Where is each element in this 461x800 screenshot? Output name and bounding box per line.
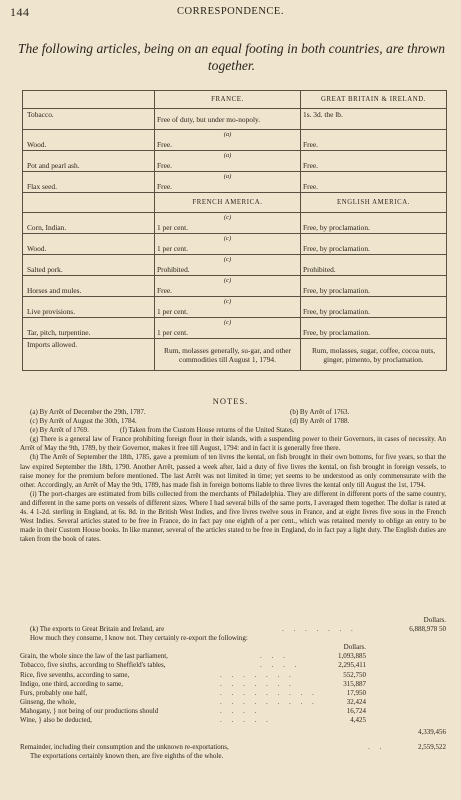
exports-block	[20, 616, 446, 761]
table-row	[23, 339, 447, 371]
french-cell	[155, 318, 301, 339]
english-cell: Rum, molasses, sugar, coffee, cocoa nuts, ginger, pimento, by proclamation.	[301, 339, 447, 371]
french-value: 1 per cent.	[157, 328, 188, 337]
reexport-amount: 17,950	[346, 688, 366, 697]
english-cell: Free, by proclamation.	[301, 234, 447, 255]
table-row	[23, 151, 447, 172]
page-number: 144	[10, 5, 30, 19]
table-row	[23, 276, 447, 297]
reexport-intro-row	[20, 634, 446, 643]
dot-leader: . . . . . . .	[282, 625, 357, 634]
reexport-row	[20, 698, 446, 707]
notes-block	[20, 408, 446, 544]
section-title: The following articles, being on an equal footing in both countries, are thrown together.	[17, 41, 446, 73]
note-g: (g) There is a general law of France prohibiting foreign flour in their islands, with a suspending power to their Governors, in cases of necessity. An Arrêt of May the 9th, 1789, by their Governor, makes it free till August, 1794: and in fact it is generally free there.	[20, 435, 446, 453]
table-row	[23, 234, 447, 255]
note-d: (d) By Arrêt of 1788.	[290, 417, 350, 426]
french-value: Free.	[157, 286, 172, 295]
reexport-row	[20, 707, 446, 716]
note-ref: (a)	[223, 131, 232, 138]
reexport-item: Rice, five sevenths, according to same,	[20, 670, 130, 679]
reexport-item: Wine, } also be deducted,	[20, 716, 92, 725]
note-i: (i) The port-charges are estimated from bills collected from the merchants of Philadelphia. They are different in different ports of the same country, and different in the same ports on vessels of different sizes. Where I had several bills of the same ports, I averaged them together. The dollar is rated at 4s. 4 1-2d. sterling in England, at 6s. 8d. in the British West Indies, and five livres twelve sous in France, and at eight livres five sous in the French West Indies. Several articles stated to be free in France, do in fact pay one eighth of a per cent., which was retained merely to oblige an entry to be made in their Custom House books. In like manner, several of the articles stated to be free in England, do in fact pay a light duty. The English duties are taken from the book of rates.	[20, 489, 446, 544]
reexport-amount: 32,424	[346, 697, 366, 706]
article-cell: Flax seed.	[23, 172, 155, 193]
article-cell: Corn, Indian.	[23, 213, 155, 234]
table-row	[23, 255, 447, 276]
french-cell	[155, 213, 301, 234]
english-cell: Prohibited.	[301, 255, 447, 276]
k-total: 6,888,978 50	[409, 625, 446, 634]
english-cell: Free, by proclamation.	[301, 213, 447, 234]
article-cell: Wood.	[23, 130, 155, 151]
reexport-heading-row	[20, 643, 446, 652]
note-ref: (c)	[223, 319, 232, 326]
article-cell: Tar, pitch, turpentine.	[23, 318, 155, 339]
note-line	[20, 417, 446, 426]
gb-cell: Free.	[301, 130, 447, 151]
k-row	[20, 625, 446, 634]
reexport-row	[20, 671, 446, 680]
dot-leader: . . . . . . .	[220, 679, 295, 688]
table-row	[23, 109, 447, 130]
french-cell	[155, 297, 301, 318]
france-cell: Free of duty, but under mo-nopoly.	[155, 109, 301, 130]
article-cell: Tobacco.	[23, 109, 155, 130]
french-value: Prohibited.	[157, 265, 190, 274]
gb-cell: Free.	[301, 172, 447, 193]
reexport-amount: 2,295,411	[338, 661, 366, 670]
article-cell: Live provisions.	[23, 297, 155, 318]
french-cell: Rum, molasses generally, su-gar, and other commodities till August 1, 1794.	[155, 339, 301, 371]
reexport-amount: 1,093,885	[338, 652, 366, 661]
running-head	[10, 5, 451, 19]
reexport-item: Grain, the whole since the law of the last parliament,	[20, 652, 168, 661]
france-value: Free.	[157, 182, 172, 191]
gb-cell: Free.	[301, 151, 447, 172]
closing-row	[20, 752, 446, 761]
reexport-heading: Dollars.	[343, 643, 366, 652]
france-cell	[155, 172, 301, 193]
col-french-america: FRENCH AMERICA.	[155, 193, 301, 213]
note-b: (b) By Arrêt of 1763.	[290, 408, 350, 416]
article-cell: Horses and mules.	[23, 276, 155, 297]
english-cell: Free, by proclamation.	[301, 276, 447, 297]
running-title: CORRESPONDENCE.	[177, 6, 284, 17]
article-cell: Salted pork.	[23, 255, 155, 276]
reexport-row	[20, 661, 446, 670]
french-cell	[155, 234, 301, 255]
note-ref: (c)	[223, 214, 232, 221]
reexport-item: Tobacco, five sixths, according to Sheffield's tables,	[20, 661, 166, 670]
note-ref: (c)	[223, 235, 232, 242]
reexport-total: 4,339,456	[418, 728, 446, 737]
col-france: FRANCE.	[155, 91, 301, 109]
table-row	[23, 130, 447, 151]
note-f: (f) Taken from the Custom House returns of the United States.	[120, 426, 295, 435]
france-cell	[155, 130, 301, 151]
reexport-amount: 16,724	[346, 706, 366, 715]
reexport-item: Mahogany, } not being of our productions should	[20, 706, 159, 715]
reexport-row	[20, 689, 446, 698]
french-value: 1 per cent.	[157, 223, 188, 232]
reexport-amount: 315,887	[343, 679, 366, 688]
table-header-blank	[23, 91, 155, 109]
france-cell	[155, 151, 301, 172]
note-h: (h) The Arrêt of September the 18th, 1785, gave a premium of ten livres the kental, on fish brought in their own bottoms, for five years, so that the law expired September the 18th, 1790. Another Arrêt, passed a week after, laid a duty of five livres the kental, on fish brought in foreign vessels, to raise money for the premium before mentioned. The last Arrêt was not limited in time; yet seems to be understood as only commensurate with the other. Accordingly, an Arrêt of May the 9th, 1789, has made fish in foreign bottoms liable to three livres the kental only till August the 1st, 1794.	[20, 453, 446, 489]
reexport-item: Ginseng, the whole,	[20, 697, 76, 706]
remainder-text: Remainder, including their consumption and the unknown re-exportations,	[20, 743, 229, 752]
article-cell: Wood.	[23, 234, 155, 255]
dollars-heading-row	[20, 616, 446, 625]
english-cell: Free, by proclamation.	[301, 318, 447, 339]
dot-leader: . . . .	[260, 661, 301, 670]
reexport-item: Furs, probably one half,	[20, 688, 88, 697]
table-header-blank	[23, 193, 155, 213]
gb-cell: 1s. 3d. the lb.	[301, 109, 447, 130]
article-cell: Pot and pearl ash.	[23, 151, 155, 172]
note-e: (e) By Arrêt of 1769.	[30, 426, 89, 435]
note-line	[20, 408, 446, 417]
closing-line: The exportations certainly known then, are five eighths of the whole.	[30, 752, 224, 761]
reexport-row	[20, 652, 446, 661]
dot-leader: . . . . . . .	[220, 670, 295, 679]
note-a: (a) By Arrêt of December the 29th, 1787.	[30, 408, 146, 416]
reexport-list	[20, 652, 446, 725]
note-c: (c) By Arrêt of August the 30th, 1784.	[30, 417, 137, 426]
col-english-america: ENGLISH AMERICA.	[301, 193, 447, 213]
dot-leader: . . .	[260, 652, 289, 661]
reexport-row	[20, 680, 446, 689]
reexport-amount: 552,750	[343, 670, 366, 679]
note-line	[20, 426, 446, 435]
note-k: (k) The exports to Great Britain and Ireland, are	[30, 625, 165, 634]
reexport-total-row	[20, 725, 446, 737]
note-ref: (c)	[223, 256, 232, 263]
dollars-heading: Dollars.	[423, 616, 446, 624]
table-subheader-row	[23, 193, 447, 213]
french-cell	[155, 276, 301, 297]
notes-heading: NOTES.	[212, 396, 249, 406]
france-value: Free.	[157, 161, 172, 170]
note-ref: (a)	[223, 173, 232, 180]
note-ref: (a)	[223, 152, 232, 159]
table-row	[23, 213, 447, 234]
french-value: 1 per cent.	[157, 307, 188, 316]
table-row	[23, 297, 447, 318]
remainder-row	[20, 743, 446, 752]
reexport-intro: How much they consume, I know not. They certainly re-export the following:	[30, 634, 248, 643]
note-ref: (c)	[223, 298, 232, 305]
dot-leader: . . . .	[220, 706, 261, 715]
english-cell: Free, by proclamation.	[301, 297, 447, 318]
dot-leader: . . . . .	[220, 716, 272, 725]
table-row	[23, 172, 447, 193]
reexport-item: Indigo, one third, according to same,	[20, 679, 124, 688]
dot-leader: . .	[368, 743, 386, 752]
note-ref: (c)	[223, 277, 232, 284]
dot-leader: . . . . . . . . .	[220, 688, 318, 697]
table-header-row	[23, 91, 447, 109]
reexport-amount: 4,425	[350, 716, 366, 725]
article-cell: Imports allowed.	[23, 339, 155, 371]
col-great-britain: GREAT BRITAIN & IRELAND.	[301, 91, 447, 109]
remainder-amount: 2,559,522	[418, 743, 446, 752]
french-cell	[155, 255, 301, 276]
reexport-row	[20, 716, 446, 725]
articles-table	[22, 90, 447, 371]
france-value: Free.	[157, 140, 172, 149]
table-row	[23, 318, 447, 339]
dot-leader: . . . . . . . . .	[220, 697, 318, 706]
french-value: 1 per cent.	[157, 244, 188, 253]
